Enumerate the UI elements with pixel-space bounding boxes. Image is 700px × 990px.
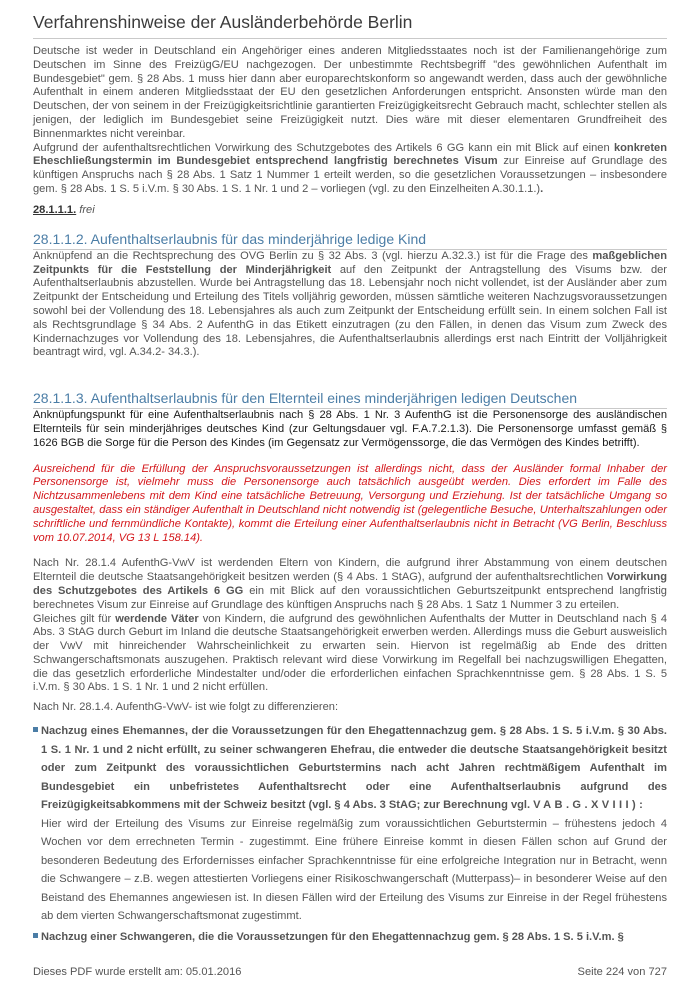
section-28111-number: 28.1.1.1. [33, 203, 77, 216]
bullet-1-text: Hier wird der Erteilung des Visums zur Einreise regelmäßig zum voraussichtlichen Geburtstermin – frühestens jedoch 4 Wochen vor dem errechneten Termin - zugestimmt. Eine frühere Einreise kommt in diesen Fällen schon auf Grund der besonderen Bedeutung des Erfordernisses einfacher Sprachkenntnisse für eine erfolgreiche Integration nur in Betracht, wenn die Schwangere – z.B. wegen attestierten Vorliegens einer Risikoschwangerschaft (Mutterpass)– in besonderer Weise auf den Beistand des Ehemannes angewiesen ist. In diesen Fällen wird der Erteilung des Visums zur Einreise in der Regel frühestens ab dem vierten Schwangerschaftsmonat zugestimmt. [41, 817, 667, 923]
section-28111 [33, 204, 667, 216]
intro-p2-text-b: zur Einreise auf Grundlage des künftigen Anspruchs nach § 28 Abs. 1 Satz 1 Nummer 1 erteilt werden, so die gesetzlichen Voraussetzungen – insbesondere gem. § 28 Abs. 1 S. 5 i.V.m. § 30 Abs. 1 S. 1 Nr. 1 und 2 – vorliegen (vgl. zu den Einzelheiten A.30.1.1.) [33, 155, 667, 195]
section-28112-text-a: Anknüpfend an die Rechtsprechung des OVG Berlin zu § 32 Abs. 3 (vgl. hierzu A.32.3.) ist für die Frage des [33, 249, 588, 262]
section-28113-p4-text-b: von Kindern, die aufgrund des gewöhnlichen Aufenthalts der Mutter in Deutschland nach § 4 Abs. 3 StAG durch Geburt im Inland die deutsche Staatsangehörigkeit erwerben werden. Allerdings muss die Geburt ausweislich der VwV mit hinreichender Wahrscheinlichkeit zu erwarten sein. Hiervon ist regelmäßig ab Ende des dritten Schwangerschaftsmonats auszugehen. Praktisch relevant wird diese Vorwirkung im Regelfall bei nachzugswilligen Ehegatten, die das gesetzlich erforderliche Mindestalter und/oder die erforderlichen einfachen Sprachkenntnisse gem. § 28 Abs. 1 S. 5 i.V.m. § 30 Abs. 1 S. 1 Nr. 1 und 2 nicht erfüllen. [33, 612, 667, 694]
bullet-item-1 [33, 722, 667, 926]
page-footer [33, 966, 667, 978]
footer-created-date: Dieses PDF wurde erstellt am: 05.01.2016 [33, 966, 242, 978]
intro-p2-bold: konkreten Eheschließungstermin im Bundesgebiet entsprechend langfristig berechnetes Visum [33, 141, 667, 168]
bullet-1-heading [41, 722, 667, 815]
section-28112-text [33, 250, 667, 360]
section-28113-heading: 28.1.1.3. Aufenthaltserlaubnis für den Elternteil eines minderjährigen ledigen Deutschen [33, 390, 667, 409]
bullet-1-spaced-reference: VAB.G.XVIII): [533, 799, 647, 812]
bullet-2-heading: Nachzug einer Schwangeren, die die Voraussetzungen für den Ehegattennachzug gem. § 28 Abs. 1 S. 5 i.V.m. § [41, 930, 624, 943]
intro-p2-end: . [540, 182, 544, 195]
section-28113-paragraph-4 [33, 613, 667, 696]
document-title: Verfahrenshinweise der Ausländerbehörde Berlin [33, 12, 667, 39]
section-28113-paragraph-1: Anknüpfungspunkt für eine Aufenthaltserlaubnis nach § 28 Abs. 1 Nr. 3 AufenthG ist die Personensorge des ausländischen Elternteils für sein minderjähriges deutsches Kind (zur Geltungsdauer vgl. F.A.7.2.1.3). Die Personensorge umfasst gemäß § 1626 BGB die Sorge für die Person des Kindes (im Gegensatz zur Vermögenssorge, die das Vermögen des Kindes betrifft). [33, 409, 667, 449]
section-28113-p3-text-b: ein mit Blick auf den voraussichtlichen Geburtszeitpunkt entsprechend langfristig berechnetes Visum zur Einreise auf Grundlage des künftigen Anspruchs nach § 28 Abs. 1 Satz 1 Nummer 3 zu erteilen. [33, 584, 667, 611]
bullet-square-icon [33, 727, 38, 732]
section-28113-p3-text-a: Nach Nr. 28.1.4 AufenthG-VwV ist werdenden Eltern von Kindern, die aufgrund ihrer Abstammung von einem deutschen Elternteil die deutsche Staatsangehörigkeit besitzen werden (§ 4 Abs. 1 StAG), aufgrund der aufenthaltsrechtlichen [33, 557, 667, 584]
section-28112-bold: maßgeblichen Zeitpunkts für die Feststellung der Minderjährigkeit [33, 249, 667, 276]
section-28113-red-paragraph: Ausreichend für die Erfüllung der Anspruchsvoraussetzungen ist allerdings nicht, dass der Ausländer formal Inhaber der Personensorge ist, vielmehr muss die Personensorge auch tatsächlich ausgeübt werden. Dies erfordert im Falle des Nichtzusammenlebens mit dem Kind eine tatsächliche Betreuung, Versorgung und Erziehung. Ist der tatsächliche Umgang so ausgestaltet, dass ein ständiger Aufenthalt in Deutschland nicht notwendig ist (gelegentliche Besuche, Unterhaltszahlungen oder schriftliche und fernmündliche Kontakte), kommt die Erteilung einer Aufenthaltserlaubnis nicht in Betracht (VG Berlin, Beschluss vom 10.07.2014, VG 13 L 158.14). [33, 462, 667, 544]
bullet-item-2 [33, 928, 667, 947]
footer-page-number: Seite 224 von 727 [577, 966, 667, 978]
bullet-1-bold-text: Nachzug eines Ehemannes, der die Voraussetzungen für den Ehegattennachzug gem. § 28 Abs. 1 S. 5 i.V.m. § 30 Abs. 1 S. 1 Nr. 1 und 2 nicht erfüllt, zu seiner schwangeren Ehefrau, die entweder die deutsche Staatsangehörigkeit besitzt oder zum Zeitpunkt des voraussichtlichen Geburtstermins nach acht Jahren rechtmäßigem Aufenthalt im Bundesgebiet ein unbefristetes Aufenthaltsrecht oder eine Aufenthaltserlaubnis aufgrund des Freizügigkeitsabkommens mit der Schweiz besitzt (vgl. § 4 Abs. 3 StAG; zur Berechnung vgl. [41, 725, 667, 812]
intro-p2-text-a: Aufgrund der aufenthaltsrechtlichen Vorwirkung des Schutzgebotes des Artikels 6 GG kann ein mit Blick auf einen [33, 141, 610, 154]
section-28113-p4-bold: werdende Väter [115, 612, 199, 625]
section-28113-p4-text-a: Gleiches gilt für [33, 612, 112, 625]
section-28112-text-b: auf den Zeitpunkt der Antragstellung des Visums bzw. der Aufenthaltserlaubnis abzustellen. Wurde bei Antragstellung das 18. Lebensjahr noch nicht vollendet, ist der Ausländer aber zum Zeitpunkt der Entscheidung und Erteilung des Titels volljährig geworden, müssen sämtliche weiteren Nachzugsvoraussetzungen sowohl bei der Vollendung des 18. Lebensjahres als auch zum Zeitpunkt der Entscheidung erfüllt sein. In einem solchen Fall ist als Rechtsgrundlage § 34 Abs. 2 AufenthG in das Etikett einzutragen (zu den Fällen, in denen das Visum zum Zweck des Kindernachzuges vor Vollendung des 18. Lebensjahres, die Aufenthaltserlaubnis allerdings erst nach Eintritt der Volljährigkeit beantragt wird, vgl. A.34.2- 34.3.). [33, 263, 667, 359]
section-28113-paragraph-3 [33, 557, 667, 612]
section-28113-paragraph-5: Nach Nr. 28.1.4. AufenthG-VwV- ist wie folgt zu differenzieren: [33, 701, 339, 714]
intro-paragraph-1: Deutsche ist weder in Deutschland ein Angehöriger eines anderen Mitgliedsstaates noch ist der Familienangehörige zum Deutschen im Sinne des FreizügG/EU nachgezogen. Der unbestimmte Rechtsbegriff "des gewöhnlichen Aufenthalt im Bundesgebiet" gem. § 28 Abs. 1 muss hier dann aber europarechtskonform so angewandt werden, dass auch der gewöhnliche Aufenthalt in einem anderen Mitgliedsstaat der EU den gesetzlichen Anforderungen entspricht. Ansonsten würde man den Deutschen, der von seinem in der Freizügigkeitsrichtlinie garantierten Freizügigkeitsrecht Gebrauch macht, schlechter stellen als jenigen, der lediglich im Bundesgebiet seine Freizügigkeit nutzt. Dies wäre mit dieser elementaren Grundfreiheit des Binnenmarktes nicht vereinbar. [33, 45, 667, 140]
intro-paragraph-2 [33, 142, 667, 197]
section-28111-text: frei [79, 203, 95, 216]
section-28113-p3-bold: Vorwirkung des Schutzgebotes des Artikels 6 GG [33, 571, 667, 597]
bullet-square-icon [33, 933, 38, 938]
section-28112-heading: 28.1.1.2. Aufenthaltserlaubnis für das minderjährige ledige Kind [33, 231, 667, 250]
document-page [33, 12, 667, 946]
